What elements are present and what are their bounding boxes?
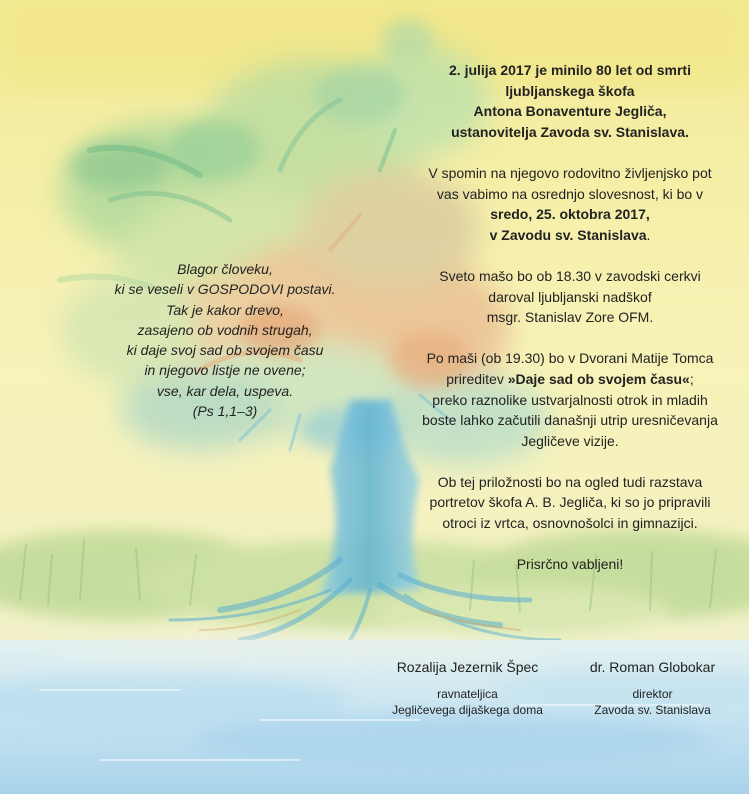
program-line: preko raznolike ustvarjalnosti otrok in mladih — [432, 391, 708, 408]
signature-left — [365, 658, 570, 718]
signature-right — [575, 658, 730, 718]
psalm-reference: (Ps 1,1–3) — [192, 403, 258, 420]
intro-line: ljubljanskega škofa — [505, 82, 635, 99]
signatory-institution: Jegličevega dijaškega doma — [392, 703, 543, 717]
event-line: vas vabimo na osrednjo slovesnost, ki bo v — [436, 185, 704, 202]
mass-line: daroval ljubljanski nadškof — [488, 288, 652, 305]
signatory-name: Rozalija Jezernik Špec — [396, 659, 539, 675]
intro-paragraph — [395, 60, 745, 142]
program-title: »Daje sad ob svojem času« — [507, 370, 690, 387]
exhibition-line: portretov škofa A. B. Jegliča, ki so jo pripravili — [429, 494, 711, 511]
mass-line: Sveto mašo bo ob 18.30 v zavodski cerkvi — [439, 267, 701, 284]
intro-line: ustanovitelja Zavoda sv. Stanislava. — [451, 123, 689, 140]
program-line: boste lahko začutili današnji utrip uresničevanja — [422, 412, 718, 429]
psalm-line: in njegovo listje ne ovene; — [144, 362, 306, 379]
signatory-role-title: direktor — [632, 687, 673, 701]
invitation-text — [395, 60, 745, 575]
program-paragraph — [395, 348, 745, 451]
intro-line: 2. julija 2017 je minilo 80 let od smrti — [449, 62, 691, 78]
signatory-institution: Zavoda sv. Stanislava — [594, 703, 711, 717]
psalm-line: zasajeno ob vodnih strugah, — [137, 321, 313, 338]
psalm-line: ki daje svoj sad ob svojem času — [126, 342, 324, 359]
program-title-line — [395, 369, 745, 390]
program-line: Jegličeve vizije. — [521, 432, 619, 449]
event-date: sredo, 25. oktobra 2017, — [490, 206, 650, 223]
psalm-line: vse, kar dela, uspeva. — [156, 382, 294, 399]
event-place: v Zavodu sv. Stanislava — [489, 226, 647, 243]
program-prefix: prireditev — [446, 370, 508, 387]
signatory-role-title: ravnateljica — [437, 687, 498, 701]
signatory-role — [575, 686, 730, 718]
event-line: V spomin na njegovo rodovitno življenjsko pot — [428, 164, 712, 181]
exhibition-paragraph — [395, 472, 745, 534]
psalm-line: ki se veseli v GOSPODOVI postavi. — [114, 281, 336, 298]
closing-greeting: Prisrčno vabljeni! — [516, 556, 624, 573]
mass-paragraph — [395, 266, 745, 328]
signatory-role — [365, 686, 570, 718]
program-suffix: ; — [689, 370, 694, 387]
event-place-line — [395, 225, 745, 246]
event-place-period: . — [646, 226, 651, 243]
exhibition-line: otroci iz vrtca, osnovnošolci in gimnazijci. — [442, 515, 698, 532]
signatory-name: dr. Roman Globokar — [589, 659, 716, 675]
program-line: Po maši (ob 19.30) bo v Dvorani Matije Tomca — [426, 350, 714, 367]
intro-line: Antona Bonaventure Jegliča, — [473, 103, 667, 120]
exhibition-line: Ob tej priložnosti bo na ogled tudi razstava — [437, 473, 703, 490]
psalm-line: Blagor človeku, — [177, 261, 273, 277]
psalm-line: Tak je kakor drevo, — [166, 301, 284, 318]
event-paragraph — [395, 163, 745, 245]
psalm-quote — [60, 259, 390, 421]
mass-line: msgr. Stanislav Zore OFM. — [486, 309, 654, 326]
